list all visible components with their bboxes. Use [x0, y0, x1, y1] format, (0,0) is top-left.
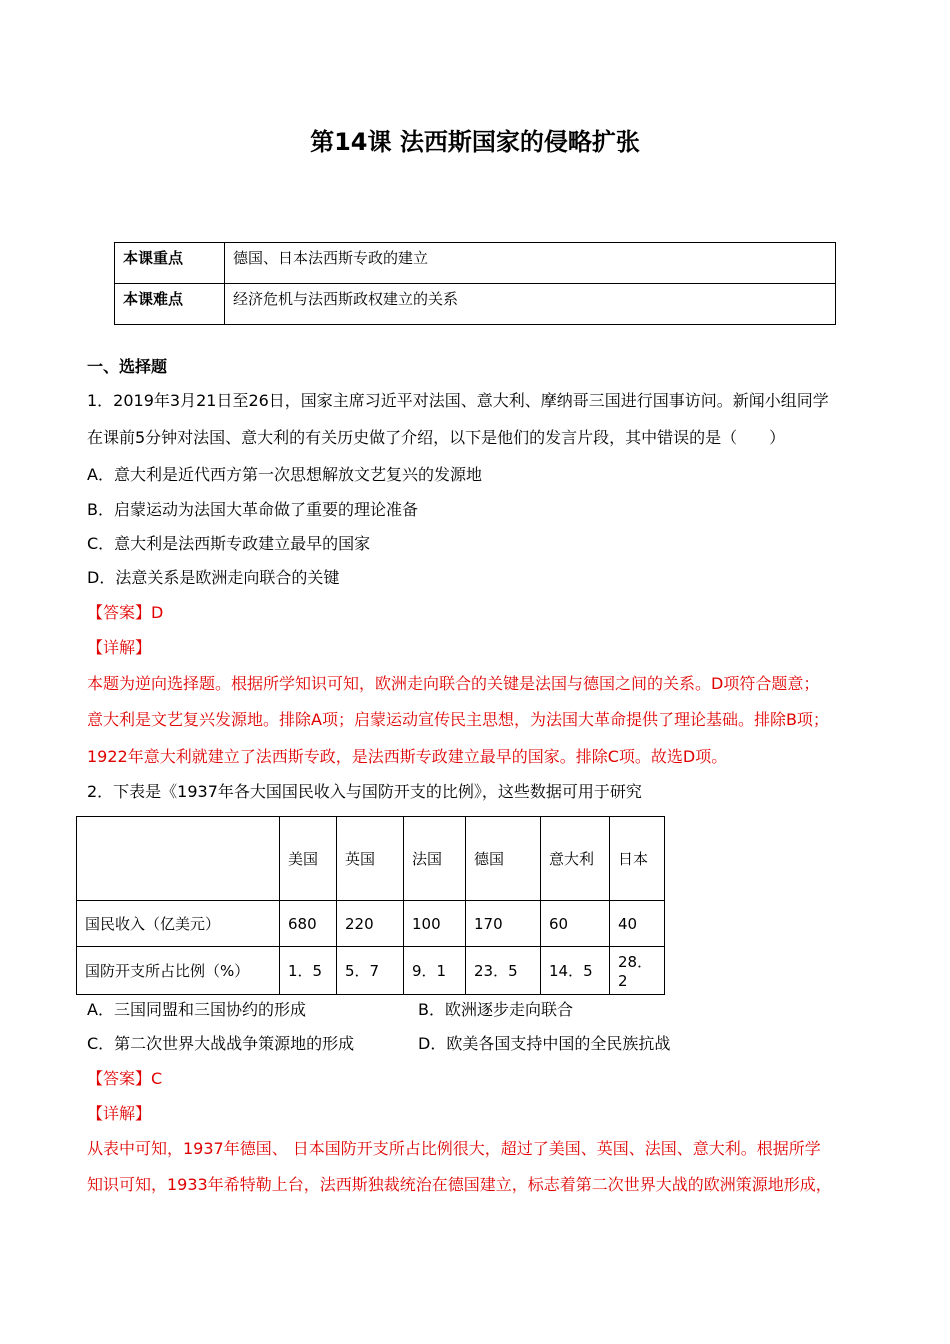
focus-label: 本课重点 — [115, 243, 225, 284]
table-header-row — [77, 817, 665, 901]
focus-table — [114, 242, 836, 325]
section-heading: 一、选择题 — [87, 357, 168, 376]
q2-option-b: B．欧洲逐步走向联合 — [418, 1000, 573, 1019]
table-cell: 9．1 — [404, 947, 466, 995]
q1-stem-line-2: 在课前5分钟对法国、意大利的有关历史做了介绍，以下是他们的发言片段，其中错误的是（ ） — [87, 428, 786, 447]
q1-answer: 【答案】D — [87, 603, 164, 622]
table-cell: 60 — [541, 901, 610, 947]
table-cell: 680 — [280, 901, 337, 947]
difficulty-label: 本课难点 — [115, 284, 225, 325]
q1-detail-label: 【详解】 — [87, 638, 152, 657]
table-row — [77, 947, 665, 995]
table-header-cell: 德国 — [466, 817, 541, 901]
table-row — [115, 243, 836, 284]
page-title: 第14课 法西斯国家的侵略扩张 — [310, 128, 640, 156]
table-header-cell: 美国 — [280, 817, 337, 901]
q2-detail-line-1: 从表中可知，1937年德国、 日本国防开支所占比例很大，超过了美国、英国、法国、意大利。根据所学 — [87, 1139, 821, 1158]
q1-detail-line-3: 1922年意大利就建立了法西斯专政，是法西斯专政建立最早的国家。排除C项。故选D项。 — [87, 747, 728, 766]
table-cell: 国民收入（亿美元） — [77, 901, 280, 947]
focus-value: 德国、日本法西斯专政的建立 — [225, 243, 836, 284]
table-cell: 23．5 — [466, 947, 541, 995]
table-row — [77, 901, 665, 947]
table-cell: 220 — [337, 901, 404, 947]
q2-option-a: A．三国同盟和三国协约的形成 — [87, 1000, 306, 1019]
q1-option-a: A．意大利是近代西方第一次思想解放文艺复兴的发源地 — [87, 465, 482, 484]
q1-option-c: C．意大利是法西斯专政建立最早的国家 — [87, 534, 371, 553]
table-header-cell: 日本 — [610, 817, 665, 901]
q1-detail-line-2: 意大利是文艺复兴发源地。排除A项；启蒙运动宣传民主思想，为法国大革命提供了理论基础。排除B项； — [87, 710, 829, 729]
table-cell: 14．5 — [541, 947, 610, 995]
q1-stem-line-1: 1．2019年3月21日至26日，国家主席习近平对法国、意大利、摩纳哥三国进行国事访问。新闻小组同学 — [87, 391, 829, 410]
q2-answer: 【答案】C — [87, 1069, 163, 1088]
table-cell: 100 — [404, 901, 466, 947]
table-cell: 40 — [610, 901, 665, 947]
q2-stem: 2．下表是《1937年各大国国民收入与国防开支的比例》，这些数据可用于研究 — [87, 782, 642, 801]
table-row — [115, 284, 836, 325]
table-header-cell: 法国 — [404, 817, 466, 901]
difficulty-value: 经济危机与法西斯政权建立的关系 — [225, 284, 836, 325]
table-header-cell: 意大利 — [541, 817, 610, 901]
q2-detail-label: 【详解】 — [87, 1104, 152, 1123]
income-defense-table — [76, 816, 665, 995]
q1-detail-line-1: 本题为逆向选择题。根据所学知识可知，欧洲走向联合的关键是法国与德国之间的关系。D项符合题意； — [87, 674, 820, 693]
q2-option-d: D．欧美各国支持中国的全民族抗战 — [418, 1034, 671, 1053]
table-cell: 170 — [466, 901, 541, 947]
q1-option-b: B．启蒙运动为法国大革命做了重要的理论准备 — [87, 500, 418, 519]
q2-option-c: C．第二次世界大战战争策源地的形成 — [87, 1034, 355, 1053]
table-header-cell: 英国 — [337, 817, 404, 901]
q2-detail-line-2: 知识可知，1933年希特勒上台，法西斯独裁统治在德国建立，标志着第二次世界大战的欧洲策源地形成， — [87, 1175, 832, 1194]
table-cell: 国防开支所占比例（%） — [77, 947, 280, 995]
table-header-cell — [77, 817, 280, 901]
table-cell: 5．7 — [337, 947, 404, 995]
table-cell: 1．5 — [280, 947, 337, 995]
q1-option-d: D．法意关系是欧洲走向联合的关键 — [87, 568, 340, 587]
table-cell: 28．2 — [610, 947, 665, 995]
